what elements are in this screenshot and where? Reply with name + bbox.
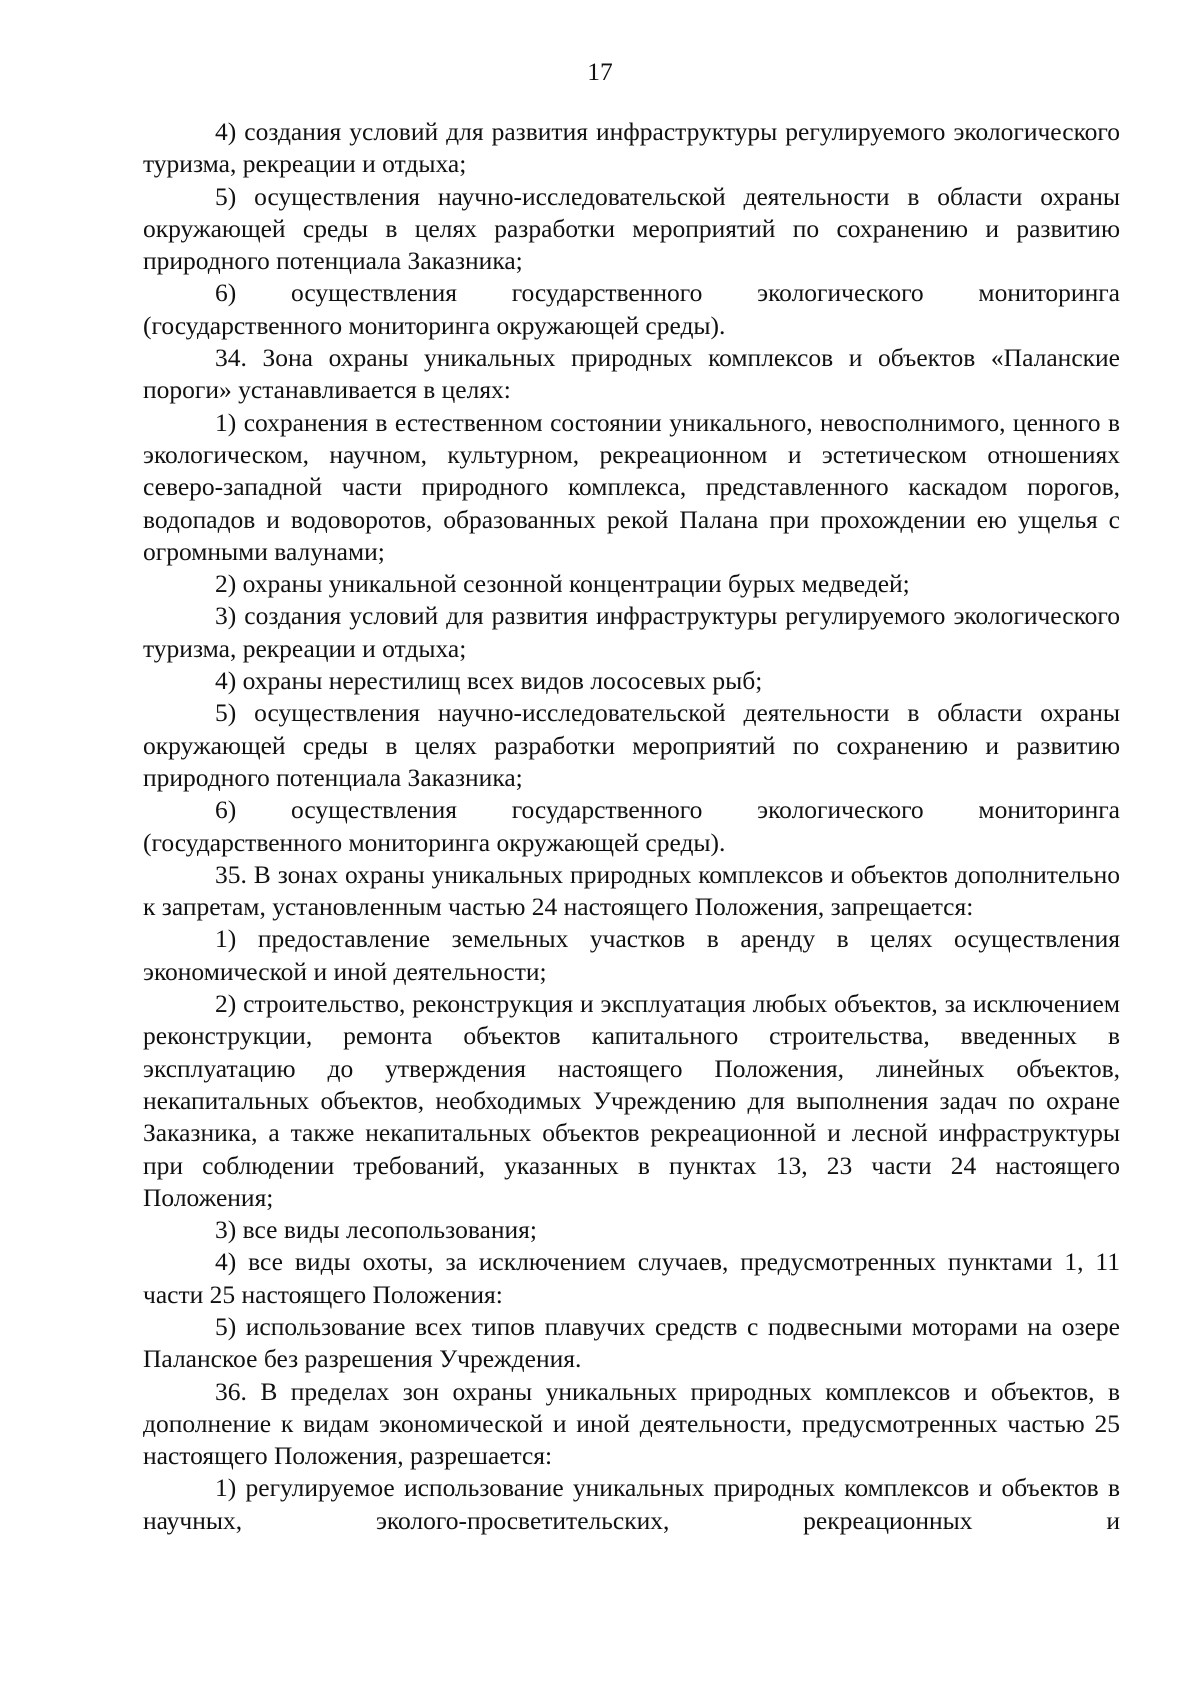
paragraph: 5) использование всех типов плавучих средств с подвесными моторами на озере Паланское без разрешения Учреждения.	[143, 1311, 1120, 1374]
paragraph: 3) создания условий для развития инфраструктуры регулируемого экологического туризма, рекреации и отдыха;	[143, 601, 1120, 663]
paragraph: 4) все виды охоты, за исключением случаев, предусмотренных пунктами 1, 11 части 25 настоящего Положения:	[143, 1247, 1120, 1309]
page-number: 17	[587, 57, 613, 86]
paragraph: 36. В пределах зон охраны уникальных природных комплексов и объектов, в дополнение к видам экономической и иной деятельности, предусмотренных частью 25 настоящего Положения, разрешается:	[143, 1376, 1120, 1471]
paragraph: 1) регулируемое использование уникальных природных комплексов и объектов в научных, эколого-просветительских, рекреационных и	[143, 1473, 1120, 1535]
paragraph: 5) осуществления научно-исследовательской деятельности в области охраны окружающей среды в целях разработки мероприятий по сохранению и развитию природного потенциала Заказника;	[143, 181, 1120, 276]
paragraph: 5) осуществления научно-исследовательской деятельности в области охраны окружающей среды в целях разработки мероприятий по сохранению и развитию природного потенциала Заказника;	[143, 698, 1120, 792]
paragraph: 34. Зона охраны уникальных природных комплексов и объектов «Паланские пороги» устанавливается в целях:	[143, 343, 1120, 405]
paragraph: 2) строительство, реконструкция и эксплуатация любых объектов, за исключением реконструкции, ремонта объектов капитального строительства, введенных в эксплуатацию до утверждения настоящего Положения, линейных объектов, некапитальных объектов, необходимых Учреждению для выполнения задач по охране Заказника, а также некапитальных объектов рекреационной и лесной инфраструктуры при соблюдении требований, указанных в пунктах 13, 23 части 24 настоящего Положения;	[143, 989, 1120, 1212]
paragraph: 2) охраны уникальной сезонной концентрации бурых медведей;	[215, 569, 910, 599]
paragraph: 3) все виды лесопользования;	[215, 1215, 537, 1245]
paragraph: 35. В зонах охраны уникальных природных комплексов и объектов дополнительно к запретам, установленным частью 24 настоящего Положения, запрещается:	[143, 859, 1120, 922]
paragraph: 1) сохранения в естественном состоянии уникального, невосполнимого, ценного в экологическом, научном, культурном, рекреационном и эстетическом отношениях северо-западной части природного комплекса, представленного каскадом порогов, водопадов и водоворотов, образованных рекой Палана при прохождении ею ущелья с огромными валунами;	[143, 407, 1120, 566]
paragraph: 6) осуществления государственного экологического мониторинга (государственного мониторинга окружающей среды).	[143, 795, 1120, 857]
document-body	[143, 116, 1120, 1537]
paragraph: 4) создания условий для развития инфраструктуры регулируемого экологического туризма, рекреации и отдыха;	[143, 117, 1120, 179]
paragraph: 4) охраны нерестилищ всех видов лососевых рыб;	[215, 666, 763, 696]
paragraph: 1) предоставление земельных участков в аренду в целях осуществления экономической и иной деятельности;	[143, 924, 1120, 986]
paragraph: 6) осуществления государственного экологического мониторинга (государственного мониторинга окружающей среды).	[143, 278, 1120, 340]
